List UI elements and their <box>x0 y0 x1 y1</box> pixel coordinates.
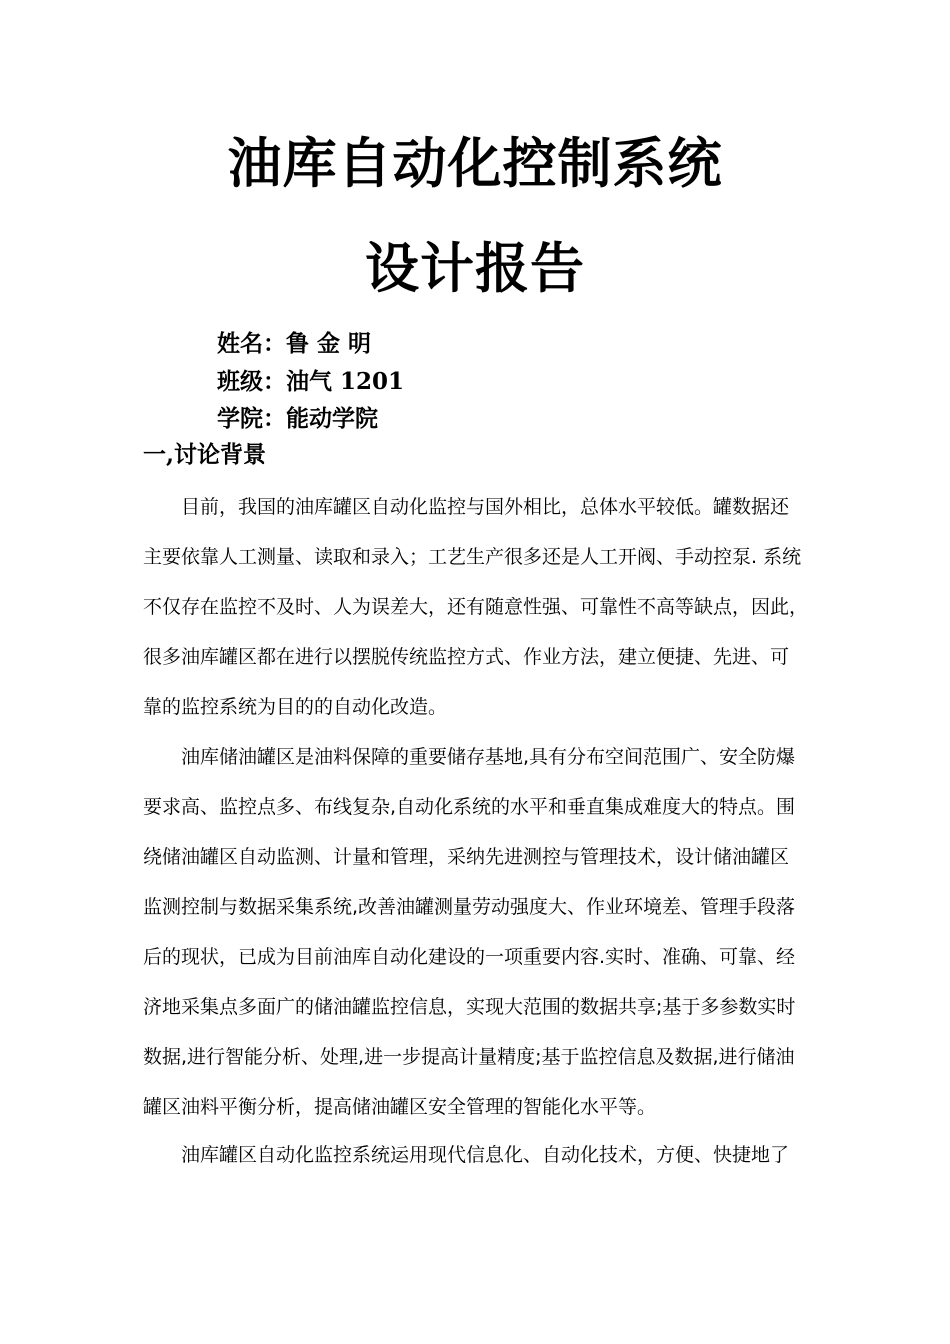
paragraph-line: 济地采集点多面广的储油罐监控信息，实现大范围的数据共享;基于多参数实时 <box>143 996 796 1018</box>
paragraph-line: 绕储油罐区自动监测、计量和管理，采纳先进测控与管理技术，设计储油罐区 <box>143 846 790 868</box>
paragraph-line: 数据,进行智能分析、处理,进一步提高计量精度;基于监控信息及数据,进行储油 <box>143 1046 795 1068</box>
paragraph-2 <box>143 732 808 1132</box>
paragraph-line: 要求高、监控点多、布线复杂,自动化系统的水平和垂直集成难度大的特点。围 <box>143 796 796 818</box>
paragraph-1 <box>143 482 808 732</box>
document-title-line-1: 油库自动化控制系统 <box>227 132 723 195</box>
section-heading: 一,讨论背景 <box>143 441 267 468</box>
paragraph-line: 主要依靠人工测量、读取和录入；工艺生产很多还是人工开阀、手动控泵. 系统 <box>143 546 802 568</box>
document-title-line-2: 设计报告 <box>365 237 585 300</box>
paragraph-line: 很多油库罐区都在进行以摆脱传统监控方式、作业方法，建立便捷、先进、可 <box>143 646 790 668</box>
author-name: 姓名：鲁 金 明 <box>217 330 372 357</box>
paragraph-line: 后的现状，已成为目前油库自动化建设的一项重要内容.实时、准确、可靠、经 <box>143 946 796 968</box>
paragraph-line: 油库罐区自动化监控系统运用现代信息化、自动化技术，方便、快捷地了 <box>181 1144 790 1166</box>
paragraph-line: 不仅存在监控不及时、人为误差大，还有随意性强、可靠性不高等缺点，因此， <box>143 596 808 618</box>
paragraph-line: 靠的监控系统为目的的自动化改造。 <box>143 696 448 718</box>
paragraph-line: 监测控制与数据采集系统,改善油罐测量劳动强度大、作业环境差、管理手段落 <box>143 896 796 918</box>
paragraph-line: 油库储油罐区是油料保障的重要储存基地,具有分布空间范围广、安全防爆 <box>181 746 796 768</box>
paragraph-line: 目前，我国的油库罐区自动化监控与国外相比，总体水平较低。罐数据还 <box>181 496 790 518</box>
paragraph-3 <box>143 1130 808 1180</box>
author-college: 学院：能动学院 <box>217 405 378 432</box>
author-class: 班级：油气 1201 <box>217 368 405 395</box>
paragraph-line: 罐区油料平衡分析，提高储油罐区安全管理的智能化水平等。 <box>143 1096 657 1118</box>
